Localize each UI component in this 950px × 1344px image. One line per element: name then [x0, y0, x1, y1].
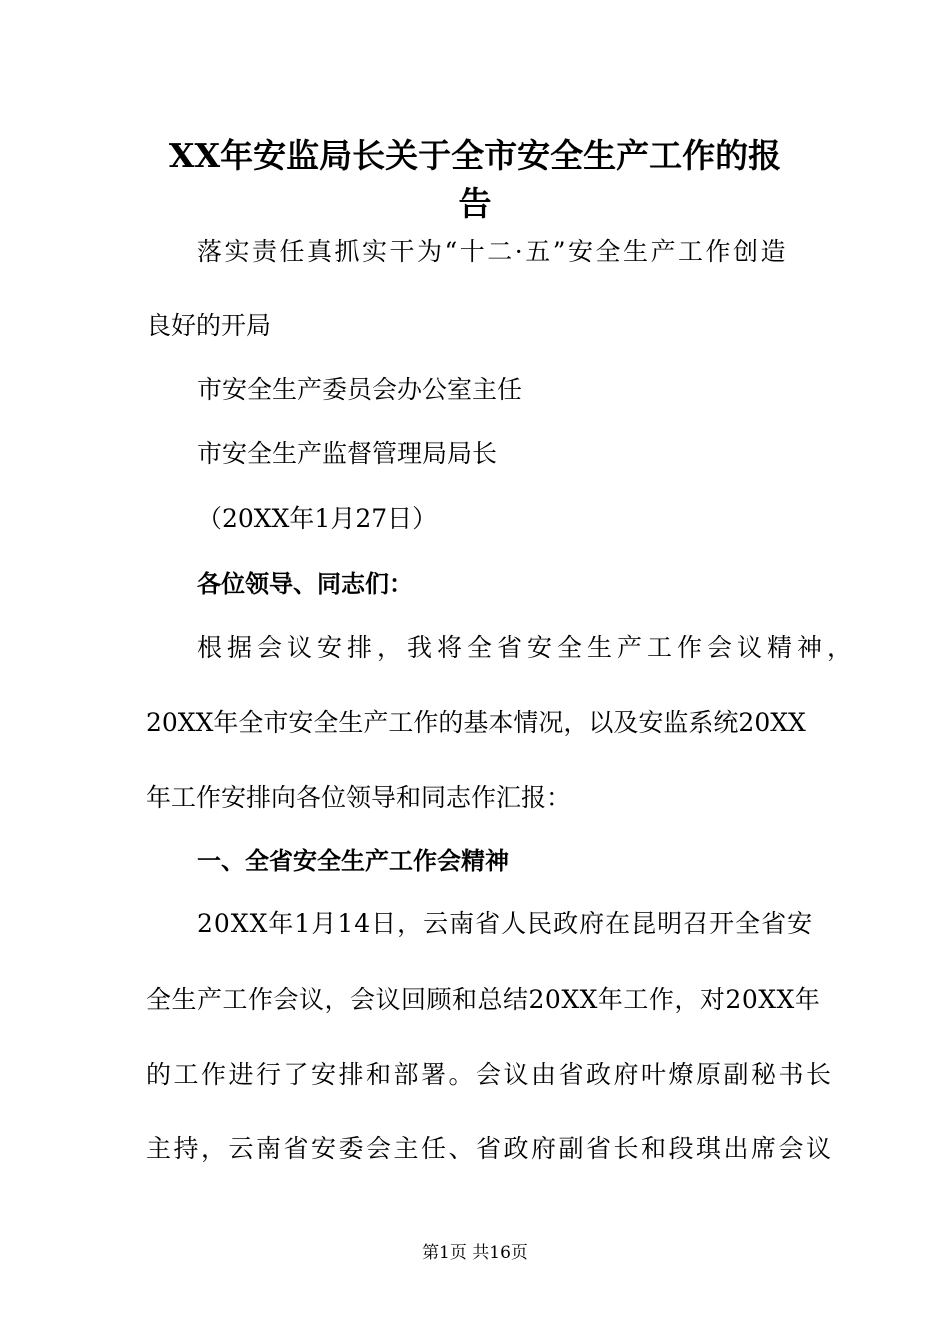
intro-line-2: 20XX年全市安全生产工作的基本情况，以及安监系统20XX: [146, 708, 806, 737]
report-date: （20XX年1月27日）: [197, 504, 438, 533]
intro-line-1: 根据会议安排，我将全省安全生产工作会议精神，: [197, 633, 858, 662]
intro-line-3: 年工作安排向各位领导和同志作汇报：: [146, 783, 572, 812]
section-1-line-3: 的工作进行了安排和部署。会议由省政府叶燎原副秘书长: [146, 1060, 834, 1089]
document-title-line-1: XX年安监局长关于全市安全生产工作的报: [168, 136, 782, 175]
subtitle-line-1: 落实责任真抓实干为“十二·五”安全生产工作创造: [197, 237, 789, 266]
subtitle-line-2: 良好的开局: [146, 311, 272, 340]
document-title-line-2: 告: [458, 184, 492, 223]
author-role-1: 市安全生产委员会办公室主任: [197, 375, 523, 404]
section-1-line-2: 全生产工作会议，会议回顾和总结20XX年工作，对20XX年: [146, 985, 821, 1014]
author-role-2: 市安全生产监督管理局局长: [197, 439, 498, 468]
section-1-line-1: 20XX年1月14日，云南省人民政府在昆明召开全省安: [197, 909, 814, 938]
page-number-footer: 第1页 共16页: [422, 1243, 528, 1263]
section-1-heading: 一、全省安全生产工作会精神: [197, 847, 509, 875]
salutation: 各位领导、同志们：: [197, 570, 413, 598]
section-1-line-4: 主持，云南省安委会主任、省政府副省长和段琪出席会议: [146, 1134, 834, 1163]
